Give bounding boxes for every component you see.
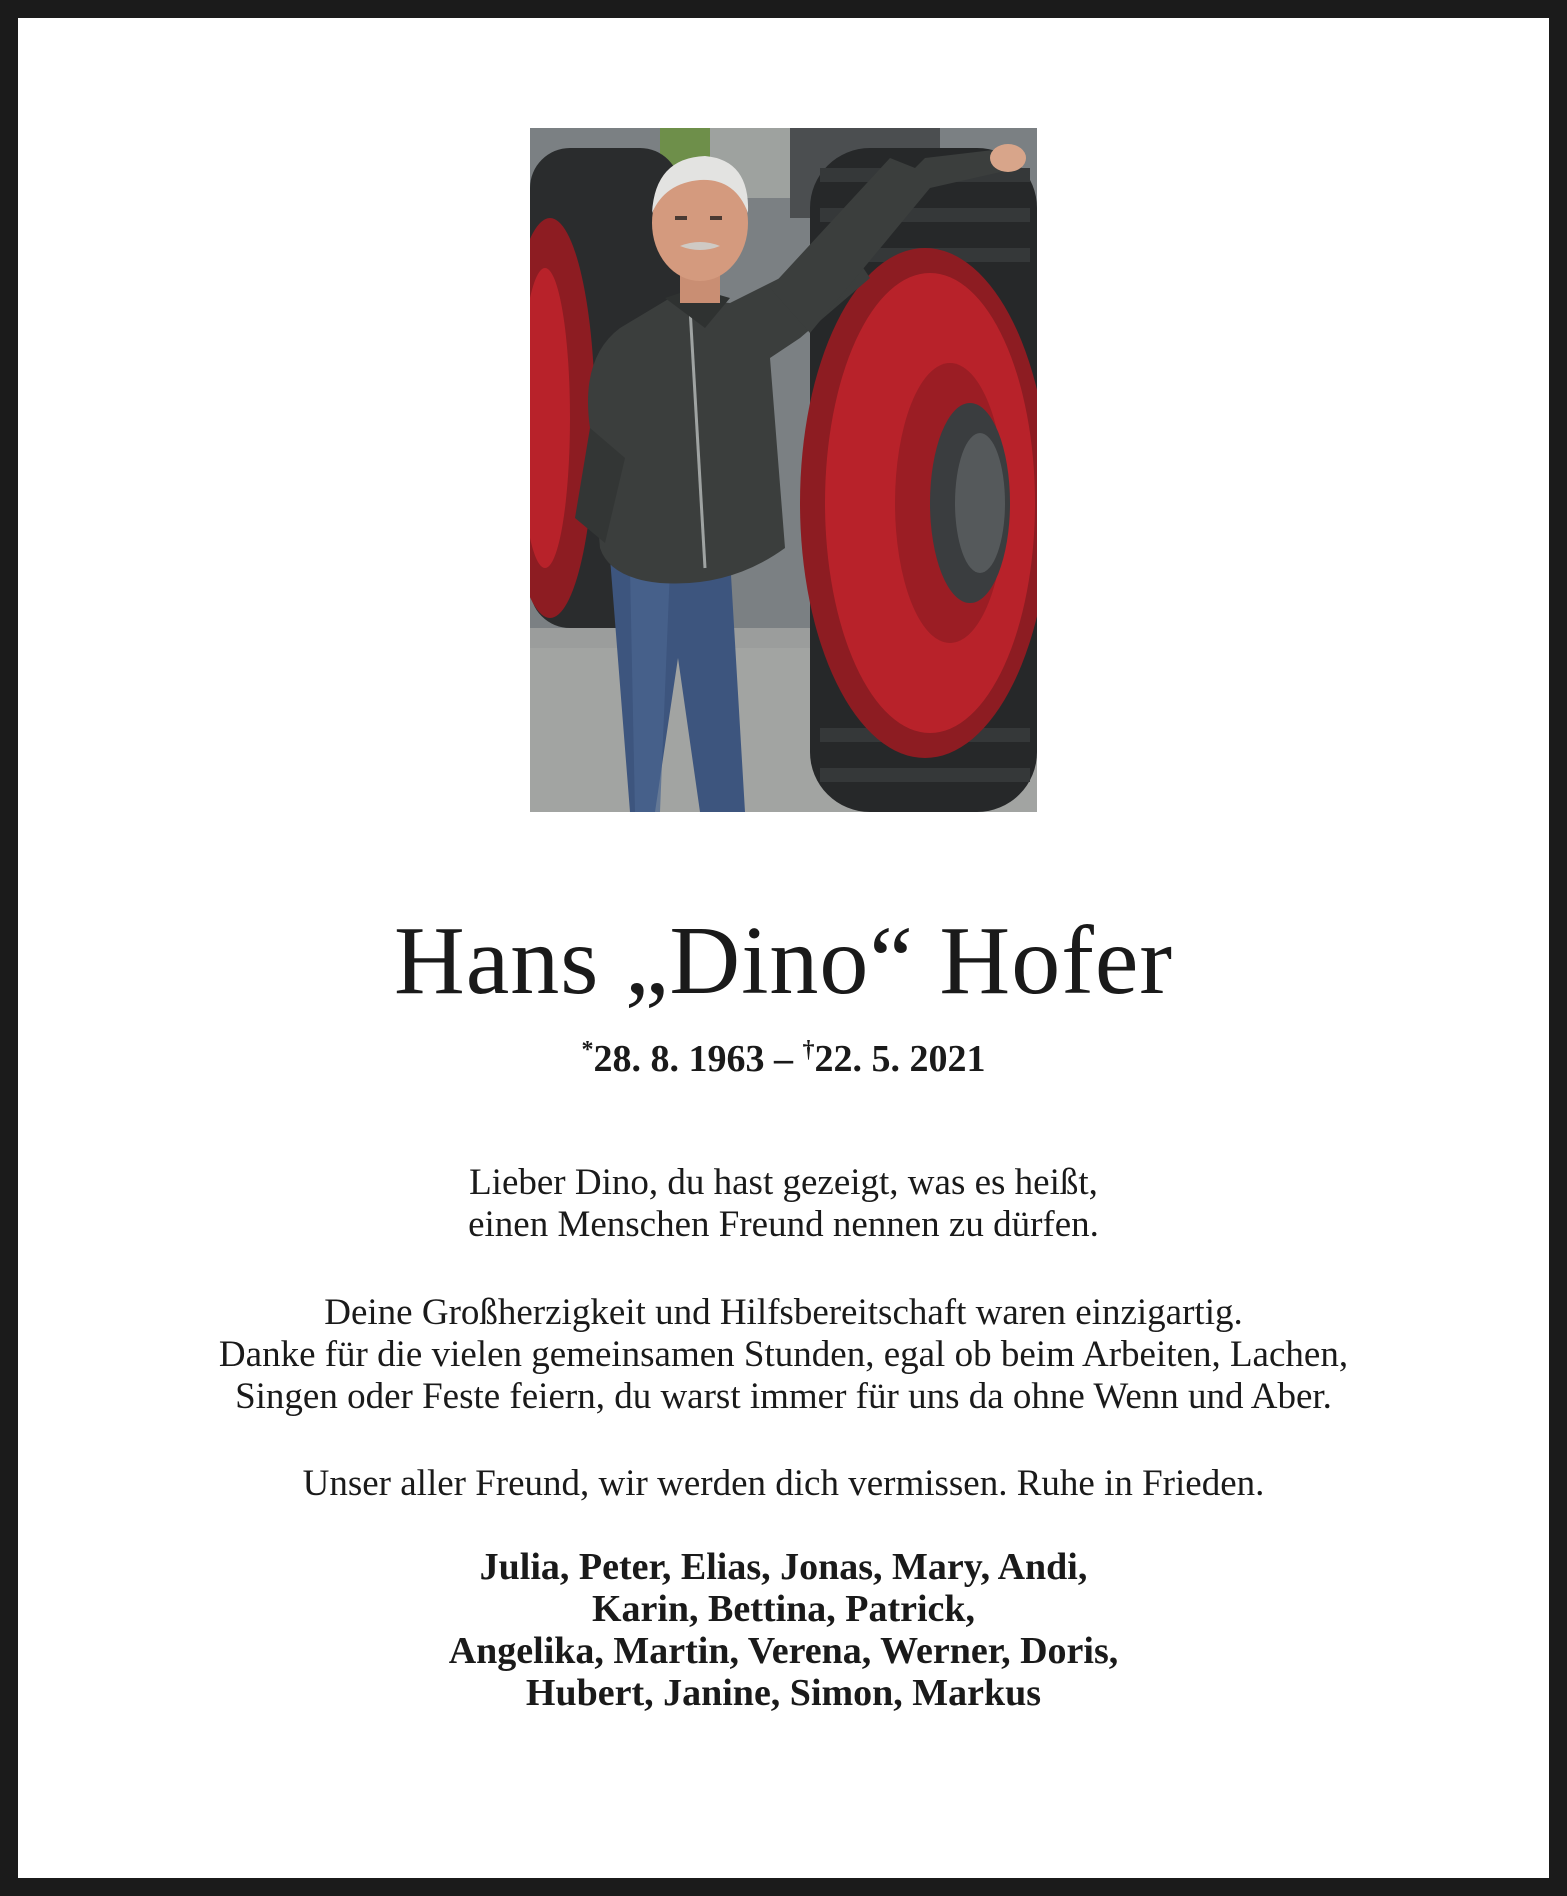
birth-date: 28. 8. 1963: [593, 1038, 765, 1080]
life-dates: [0, 1037, 1567, 1080]
paragraph-2-line: Danke für die vielen gemeinsamen Stunden, egal ob beim Arbeiten, Lachen,: [218, 1334, 1349, 1375]
date-separator: –: [764, 1038, 803, 1080]
signers-line: Angelika, Martin, Verena, Werner, Doris,: [448, 1630, 1119, 1672]
signers-list: [0, 1546, 1567, 1714]
paragraph-1: [0, 1162, 1567, 1246]
paragraph-2-line: Singen oder Feste feiern, du warst immer für uns da ohne Wenn und Aber.: [235, 1376, 1332, 1417]
paragraph-3-line: Unser aller Freund, wir werden dich vermissen. Ruhe in Frieden.: [302, 1463, 1265, 1504]
paragraph-3: [0, 1463, 1567, 1505]
signers-line: Karin, Bettina, Patrick,: [591, 1588, 976, 1630]
paragraph-1-line: Lieber Dino, du hast gezeigt, was es heißt,: [469, 1162, 1098, 1203]
deceased-name: Hans „Dino“ Hofer: [394, 907, 1173, 1015]
birth-symbol: *: [581, 1037, 594, 1063]
portrait-photo: [530, 128, 1037, 812]
signers-line: Julia, Peter, Elias, Jonas, Mary, Andi,: [479, 1546, 1088, 1588]
portrait-illustration: [530, 128, 1037, 812]
death-symbol: †: [802, 1037, 815, 1063]
paragraph-2: [0, 1292, 1567, 1418]
death-date: 22. 5. 2021: [814, 1038, 986, 1080]
signers-line: Hubert, Janine, Simon, Markus: [525, 1672, 1042, 1714]
paragraph-1-line: einen Menschen Freund nennen zu dürfen.: [468, 1204, 1099, 1245]
paragraph-2-line: Deine Großherzigkeit und Hilfsbereitschaft waren einzigartig.: [324, 1292, 1243, 1333]
